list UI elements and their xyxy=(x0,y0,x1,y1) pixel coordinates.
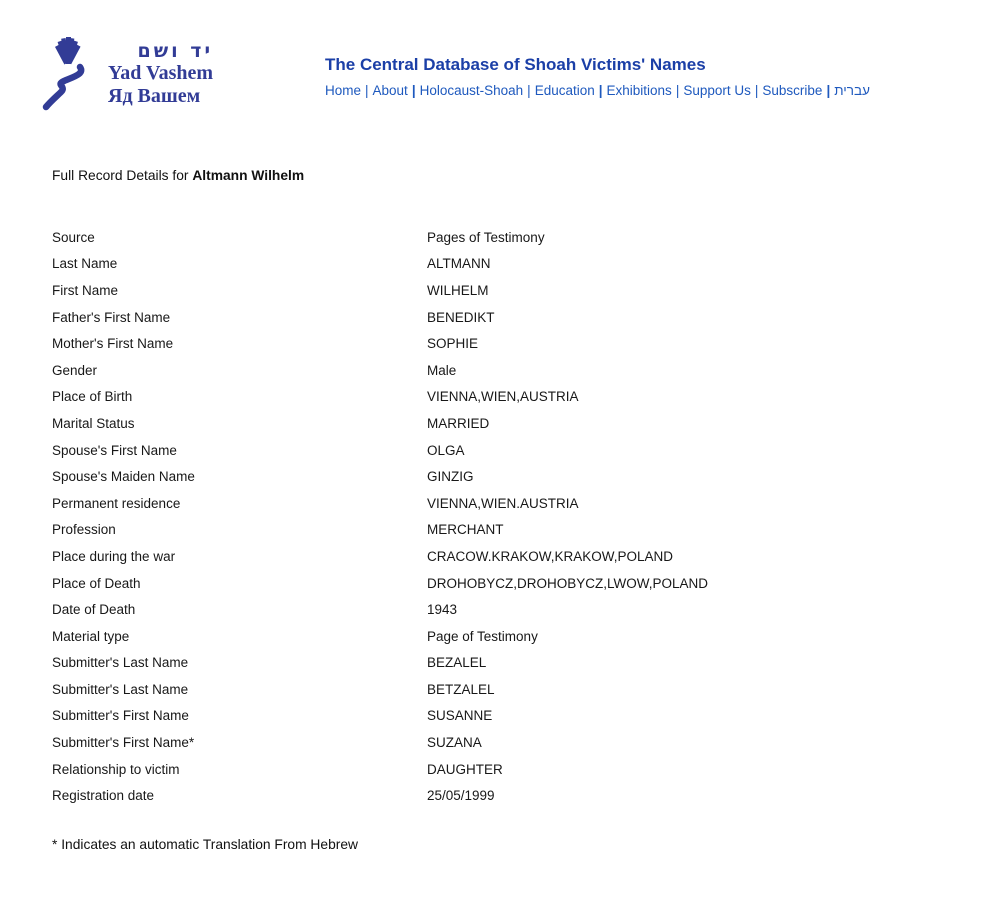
nav-link-about[interactable]: About xyxy=(372,83,408,98)
record-row xyxy=(52,410,852,437)
nav-link-home[interactable]: Home xyxy=(325,83,362,98)
record-row xyxy=(52,676,852,703)
record-row xyxy=(52,384,852,411)
record-row xyxy=(52,703,852,730)
record-field-value: DAUGHTER xyxy=(427,761,503,777)
record-field-value: Male xyxy=(427,362,457,378)
nav-link-hebrew[interactable]: עברית xyxy=(834,83,870,98)
record-field-label: Submitter's First Name* xyxy=(52,735,195,751)
record-field-label: Spouse's First Name xyxy=(52,442,177,458)
record-field-label: Gender xyxy=(52,362,98,378)
record-field-value: GINZIG xyxy=(427,469,474,485)
nav-separator: | xyxy=(675,83,680,98)
record-row xyxy=(52,224,852,251)
record-table xyxy=(52,224,852,809)
record-field-label: Place of Birth xyxy=(52,389,133,405)
record-field-label: Father's First Name xyxy=(52,309,171,325)
record-field-label: Last Name xyxy=(52,256,118,272)
record-row xyxy=(52,251,852,278)
record-field-label: Material type xyxy=(52,628,130,644)
record-row xyxy=(52,277,852,304)
nav-separator: | xyxy=(826,83,831,98)
site-nav xyxy=(325,82,985,100)
record-row xyxy=(52,650,852,677)
record-field-value: SUZANA xyxy=(427,735,482,751)
site-header xyxy=(325,55,985,100)
record-row xyxy=(52,729,852,756)
record-field-label: Relationship to victim xyxy=(52,761,180,777)
nav-separator: | xyxy=(411,83,416,98)
site-title: The Central Database of Shoah Victims' Names xyxy=(325,55,706,74)
record-row xyxy=(52,517,852,544)
nav-link-support-us[interactable]: Support Us xyxy=(683,83,751,98)
record-field-value: 1943 xyxy=(427,602,458,618)
logo-russian-text: Яд Вашем xyxy=(108,85,201,107)
record-field-value: ALTMANN xyxy=(427,256,491,272)
record-row xyxy=(52,756,852,783)
record-heading xyxy=(52,168,304,183)
nav-link-education[interactable]: Education xyxy=(534,83,595,98)
record-field-value: SOPHIE xyxy=(427,336,479,352)
record-row xyxy=(52,304,852,331)
record-field-label: Submitter's First Name xyxy=(52,708,189,724)
yad-vashem-logo[interactable] xyxy=(40,36,213,114)
record-field-label: Profession xyxy=(52,522,116,538)
record-row xyxy=(52,596,852,623)
record-field-value: VIENNA,WIEN.AUSTRIA xyxy=(427,495,579,511)
nav-link-subscribe[interactable]: Subscribe xyxy=(762,83,823,98)
record-row xyxy=(52,463,852,490)
record-field-value: OLGA xyxy=(427,442,465,458)
record-field-label: Date of Death xyxy=(52,602,136,618)
record-row xyxy=(52,543,852,570)
record-field-label: Spouse's Maiden Name xyxy=(52,469,195,485)
record-field-value: Pages of Testimony xyxy=(427,229,545,245)
menorah-icon xyxy=(40,36,98,114)
translation-footnote: * Indicates an automatic Translation From Hebrew xyxy=(52,837,358,852)
nav-link-holocaust-shoah[interactable]: Holocaust-Shoah xyxy=(419,83,524,98)
record-field-value: MERCHANT xyxy=(427,522,504,538)
record-row xyxy=(52,437,852,464)
record-row xyxy=(52,330,852,357)
record-field-value: BENEDIKT xyxy=(427,309,495,325)
record-field-value: BEZALEL xyxy=(427,655,487,671)
nav-link-exhibitions[interactable]: Exhibitions xyxy=(606,83,672,98)
record-field-value: DROHOBYCZ,DROHOBYCZ,LWOW,POLAND xyxy=(427,575,709,591)
record-field-value: BETZALEL xyxy=(427,681,495,697)
nav-separator: | xyxy=(365,83,369,98)
record-field-label: Permanent residence xyxy=(52,495,181,511)
record-row xyxy=(52,782,852,809)
nav-separator: | xyxy=(527,83,531,98)
nav-separator: | xyxy=(754,83,759,98)
record-row xyxy=(52,357,852,384)
record-field-value: SUSANNE xyxy=(427,708,493,724)
record-field-label: Mother's First Name xyxy=(52,336,174,352)
record-field-label: Marital Status xyxy=(52,415,135,431)
record-row xyxy=(52,490,852,517)
record-field-value: MARRIED xyxy=(427,415,490,431)
record-field-value: Page of Testimony xyxy=(427,628,538,644)
record-row xyxy=(52,623,852,650)
record-field-label: Submitter's Last Name xyxy=(52,681,189,697)
record-field-label: Source xyxy=(52,229,95,245)
record-field-value: WILHELM xyxy=(427,282,489,298)
record-heading-name: Altmann Wilhelm xyxy=(192,168,305,183)
record-field-value: CRACOW.KRAKOW,KRAKOW,POLAND xyxy=(427,548,674,564)
record-heading-prefix: Full Record Details for xyxy=(52,168,193,183)
record-row xyxy=(52,570,852,597)
record-field-label: Place of Death xyxy=(52,575,141,591)
logo-hebrew-text: יד ושם xyxy=(137,40,214,62)
record-field-label: Submitter's Last Name xyxy=(52,655,189,671)
record-field-value: 25/05/1999 xyxy=(427,788,495,804)
record-field-label: First Name xyxy=(52,282,119,298)
nav-separator: | xyxy=(598,83,603,98)
logo-english-text: Yad Vashem xyxy=(108,62,214,84)
record-field-label: Registration date xyxy=(52,788,155,804)
record-field-value: VIENNA,WIEN,AUSTRIA xyxy=(427,389,579,405)
record-field-label: Place during the war xyxy=(52,548,176,564)
